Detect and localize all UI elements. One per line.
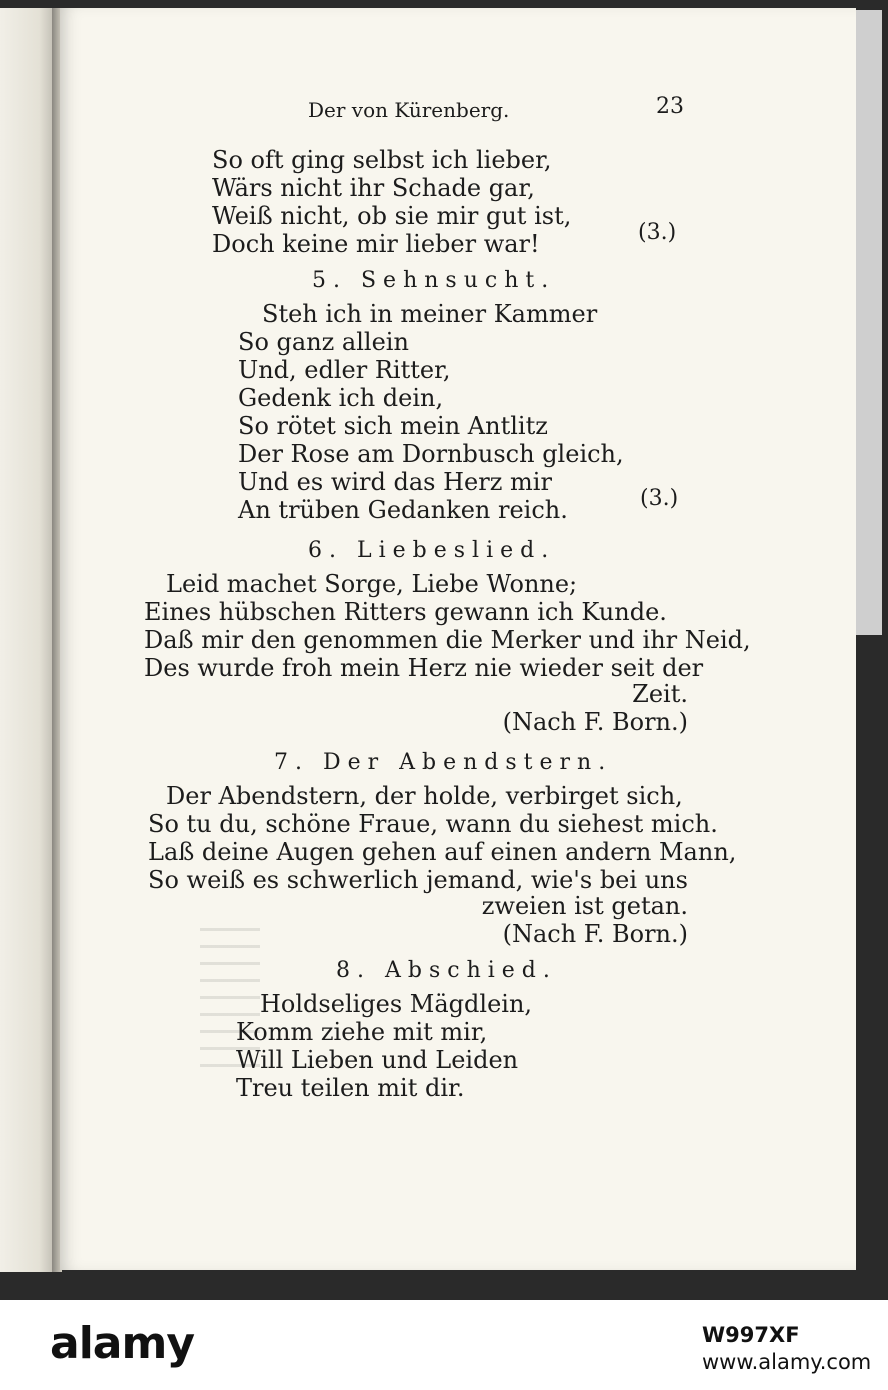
alamy-logo: alamy — [50, 1318, 194, 1369]
verse-line: Laß deine Augen gehen auf einen andern Mann, — [148, 838, 737, 866]
verse-line: Komm ziehe mit mir, — [236, 1018, 488, 1046]
verse-line: Eines hübschen Ritters gewann ich Kunde. — [144, 598, 667, 626]
book-page — [60, 8, 856, 1270]
next-page-edge — [852, 10, 882, 635]
stock-url: www.alamy.com — [702, 1350, 872, 1374]
verse-line: Doch keine mir lieber war! — [212, 230, 540, 258]
verse-line: So tu du, schöne Fraue, wann du siehest mich. — [148, 810, 718, 838]
verse-line: Gedenk ich dein, — [238, 384, 444, 412]
poem-heading: 7. Der Abendstern. — [274, 750, 613, 775]
stock-image-id: W997XF — [702, 1323, 800, 1347]
verse-reference: (3.) — [638, 220, 677, 245]
verse-line: Und, edler Ritter, — [238, 356, 451, 384]
verse-line: zweien ist getan. — [481, 892, 688, 920]
verse-line: Daß mir den genommen die Merker und ihr Neid, — [144, 626, 751, 654]
verse-line: Steh ich in meiner Kammer — [262, 300, 598, 328]
page-number: 23 — [656, 94, 684, 119]
verse-line: So weiß es schwerlich jemand, wie's bei uns — [148, 866, 688, 894]
verse-reference: (3.) — [640, 486, 679, 511]
verse-line: Und es wird das Herz mir — [238, 468, 552, 496]
left-page-edge — [0, 8, 56, 1272]
verse-line: Wärs nicht ihr Schade gar, — [212, 174, 535, 202]
attribution: (Nach F. Born.) — [502, 920, 688, 948]
verse-line: Treu teilen mit dir. — [236, 1074, 465, 1102]
poem-heading: 5. Sehnsucht. — [312, 268, 556, 293]
verse-line: An trüben Gedanken reich. — [238, 496, 568, 524]
verse-line: Der Rose am Dornbusch gleich, — [238, 440, 624, 468]
verse-line: So rötet sich mein Antlitz — [238, 412, 548, 440]
verse-line: Des wurde froh mein Herz nie wieder seit der — [144, 654, 704, 682]
verse-line: Leid machet Sorge, Liebe Wonne; — [166, 570, 578, 598]
verse-line: Der Abendstern, der holde, verbirget sich, — [166, 782, 683, 810]
running-title: Der von Kürenberg. — [308, 98, 510, 122]
verse-line: Weiß nicht, ob sie mir gut ist, — [212, 202, 572, 230]
poem-heading: 8. Abschied. — [336, 958, 557, 983]
attribution: (Nach F. Born.) — [502, 708, 688, 736]
verse-line: So oft ging selbst ich lieber, — [212, 146, 552, 174]
poem-heading: 6. Liebeslied. — [308, 538, 556, 563]
verse-line: So ganz allein — [238, 328, 409, 356]
verse-line: Will Lieben und Leiden — [236, 1046, 519, 1074]
verse-line: Zeit. — [632, 680, 688, 708]
verse-line: Holdseliges Mägdlein, — [260, 990, 533, 1018]
